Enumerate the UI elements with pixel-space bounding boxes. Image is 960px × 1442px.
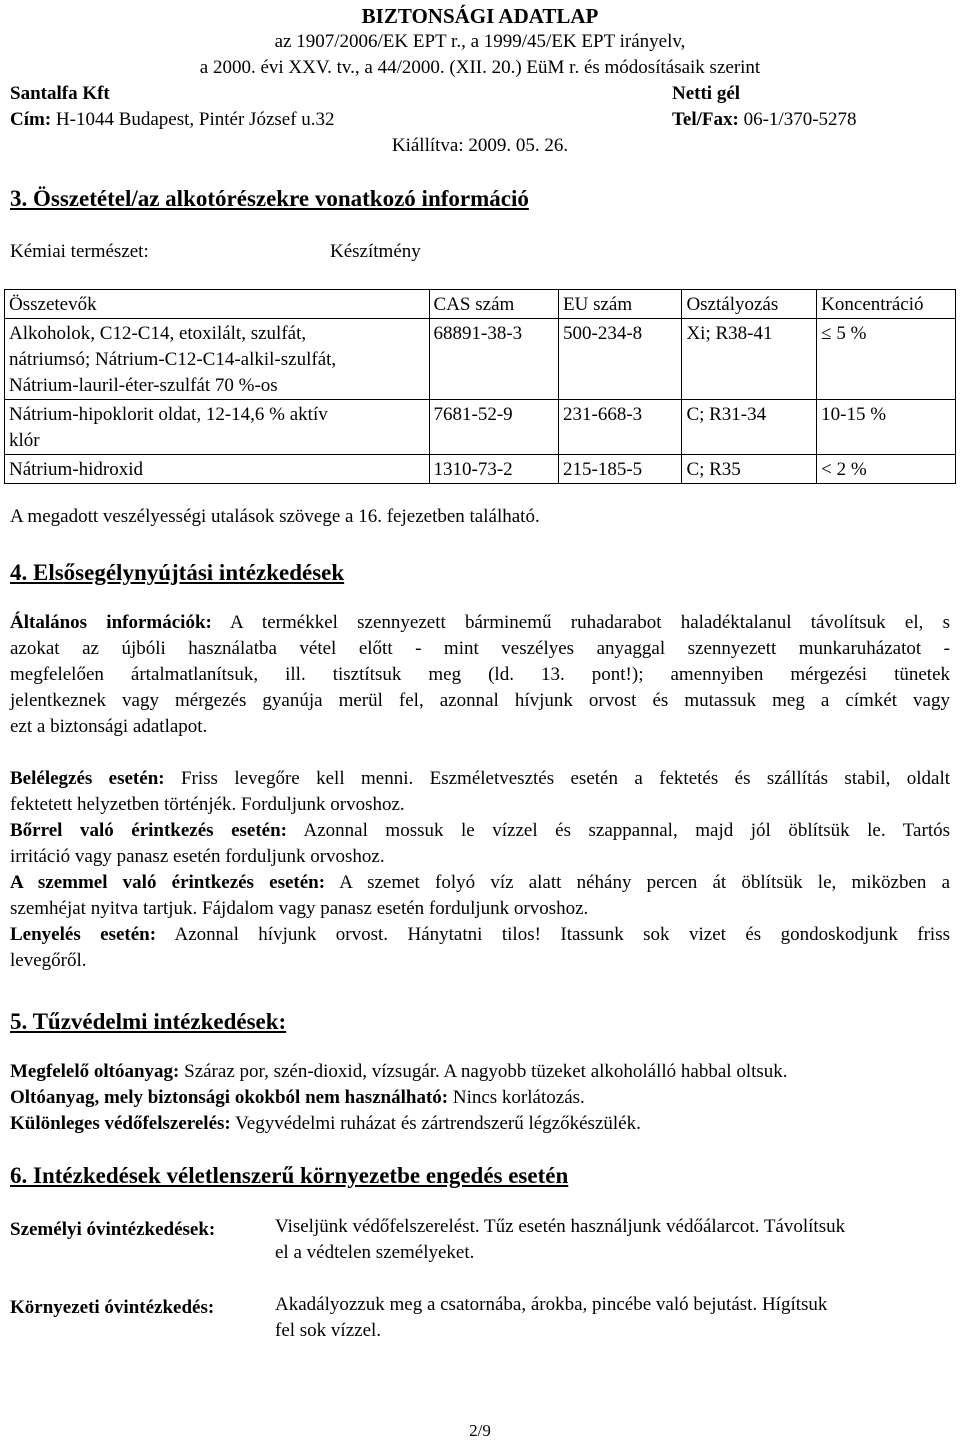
paragraph-line: fektetett helyzetben történjék. Forduljunk orvoshoz.	[10, 794, 405, 815]
paragraph-line: irritáció vagy panasz esetén forduljunk orvoshoz.	[10, 846, 385, 867]
page-number: 2/9	[469, 1421, 491, 1440]
table-cell	[5, 319, 430, 400]
hazard-note: A megadott veszélyességi utalások szövege a 16. fejezetben található.	[10, 506, 540, 527]
table-cell: ≤ 5 %	[817, 319, 956, 400]
forbidden-agent: Oltóanyag, mely biztonsági okokból nem használható: Nincs korlátozás.	[10, 1087, 585, 1108]
cell-line: Nátrium-lauril-éter-szulfát 70 %-os	[9, 375, 278, 396]
special-equipment: Különleges védőfelszerelés: Vegyvédelmi ruházat és zártrendszerű légzőkészülék.	[10, 1113, 641, 1134]
chemical-nature-value: Készítmény	[330, 241, 421, 262]
issue-date: Kiállítva: 2009. 05. 26.	[391, 135, 569, 156]
section-4-title: 4. Elsősegélynyújtási intézkedések	[10, 560, 345, 585]
table-cell: < 2 %	[817, 455, 956, 484]
paragraph-line: megfelelően ártalmatlanítsuk, ill. tisztítsuk meg (ld. 13. pont!); amennyiben mérgezési tünetek	[10, 664, 950, 685]
environmental-precautions-label: Környezeti óvintézkedés:	[10, 1297, 215, 1318]
paragraph-line: levegőről.	[10, 950, 87, 971]
paragraph-line: Általános információk: A termékkel szennyezett bárminemű ruhadarabot haladéktalanul távolítsuk el, s	[10, 612, 950, 633]
table-cell: Xi; R38-41	[682, 319, 817, 400]
section-6-title: 6. Intézkedések véletlenszerű környezetbe engedés esetén	[10, 1163, 569, 1188]
value-line: Viseljünk védőfelszerelést. Tűz esetén használjunk védőálarcot. Távolítsuk	[275, 1216, 846, 1237]
product-name: Netti gél	[672, 83, 741, 104]
regulation-line-2: a 2000. évi XXV. tv., a 44/2000. (XII. 20.) EüM r. és módosításaik szerint	[199, 57, 761, 78]
table-cell: 500-234-8	[559, 319, 682, 400]
paragraph-line: azokat az újbóli használatba vétel előtt - mint veszélyes anyaggal szennyezett munkaruházatot -	[10, 638, 950, 659]
section-3-title: 3. Összetétel/az alkotórészekre vonatkozó információ	[10, 186, 529, 211]
table-header-cell: Összetevők	[5, 290, 430, 319]
section-5-title: 5. Tűzvédelmi intézkedések:	[10, 1009, 287, 1034]
table-header-row	[5, 290, 956, 319]
cell-line: Nátrium-hipoklorit oldat, 12-14,6 % aktív	[9, 404, 328, 425]
cell-line: nátriumsó; Nátrium-C12-C14-alkil-szulfát,	[9, 349, 337, 370]
chemical-nature-label: Kémiai természet:	[10, 241, 149, 262]
composition-table	[4, 289, 956, 484]
document-title: BIZTONSÁGI ADATLAP	[361, 4, 599, 28]
table-header-cell: Osztályozás	[682, 290, 817, 319]
table-row	[5, 455, 956, 484]
paragraph-line: Belélegzés esetén: Friss levegőre kell menni. Eszméletvesztés esetén a fektetés és szállítás stabil, oldalt	[10, 768, 950, 789]
regulation-line-1: az 1907/2006/EK EPT r., a 1999/45/EK EPT irányelv,	[274, 31, 686, 52]
table-header-cell: CAS szám	[429, 290, 558, 319]
table-row	[5, 400, 956, 455]
table-header-cell: Koncentráció	[817, 290, 956, 319]
paragraph-line: Bőrrel való érintkezés esetén: Azonnal mossuk le vízzel és szappannal, majd jól öblítsük le. Tartós	[10, 820, 950, 841]
table-cell: C; R35	[682, 455, 817, 484]
environmental-precautions-value	[275, 1292, 955, 1344]
table-cell: 68891-38-3	[429, 319, 558, 400]
table-cell: 231-668-3	[559, 400, 682, 455]
table-cell: Nátrium-hidroxid	[5, 455, 430, 484]
extinguishing-agent: Megfelelő oltóanyag: Száraz por, szén-dioxid, vízsugár. A nagyobb tüzeket alkoholálló habbal oltsuk.	[10, 1061, 788, 1082]
table-cell: 7681-52-9	[429, 400, 558, 455]
paragraph-line: jelentkeznek vagy mérgezés gyanúja merül fel, azonnal hívjunk orvost és mutassuk meg a címkét vagy	[10, 690, 950, 711]
personal-precautions-value	[275, 1214, 955, 1266]
paragraph-line: A szemmel való érintkezés esetén: A szemet folyó víz alatt néhány percen át öblítsük le, miközben a	[10, 872, 951, 893]
value-line: fel sok vízzel.	[275, 1320, 382, 1341]
table-cell: C; R31-34	[682, 400, 817, 455]
paragraph-line: ezt a biztonsági adatlapot.	[10, 716, 208, 737]
value-line: Akadályozzuk meg a csatornába, árokba, pincébe való bejutást. Hígítsuk	[275, 1294, 828, 1315]
table-header-cell: EU szám	[559, 290, 682, 319]
table-cell: 215-185-5	[559, 455, 682, 484]
company-name: Santalfa Kft	[10, 83, 110, 104]
company-phone: Tel/Fax: 06-1/370-5278	[672, 109, 857, 130]
paragraph-line: szemhéjat nyitva tartjuk. Fájdalom vagy panasz esetén forduljunk orvoshoz.	[10, 898, 589, 919]
table-cell: 10-15 %	[817, 400, 956, 455]
table-row	[5, 319, 956, 400]
value-line: el a védtelen személyeket.	[275, 1242, 475, 1263]
paragraph-line: Lenyelés esetén: Azonnal hívjunk orvost. Hánytatni tilos! Itassunk sok vizet és gondoskodjunk friss	[10, 924, 950, 945]
personal-precautions-label: Személyi óvintézkedések:	[10, 1219, 216, 1240]
general-info-paragraph	[10, 610, 950, 740]
table-cell	[5, 400, 430, 455]
cell-line: Alkoholok, C12-C14, etoxilált, szulfát,	[9, 323, 307, 344]
table-cell: 1310-73-2	[429, 455, 558, 484]
cell-line: klór	[9, 430, 40, 451]
first-aid-paragraphs	[10, 766, 950, 974]
company-address: Cím: H-1044 Budapest, Pintér József u.32	[10, 109, 335, 130]
